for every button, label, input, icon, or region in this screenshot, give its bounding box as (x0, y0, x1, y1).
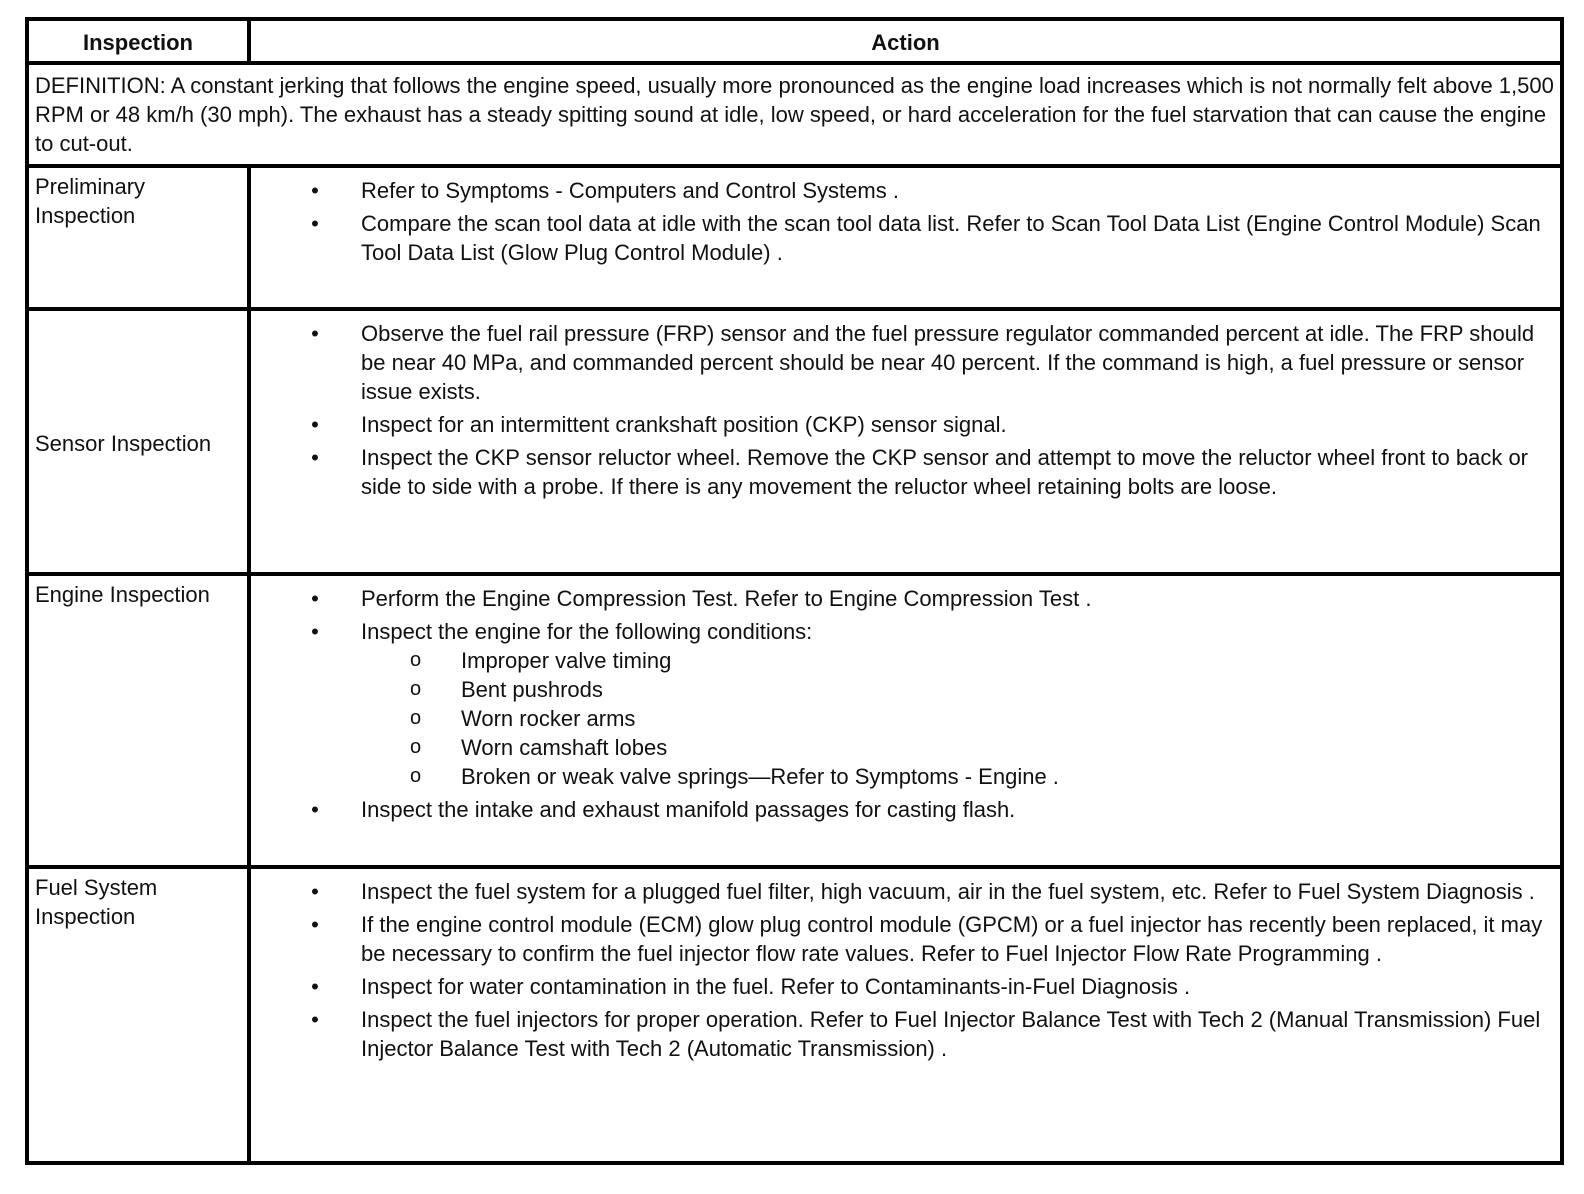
circle-bullet-icon: o (410, 649, 422, 671)
list-item-text: Inspect the engine for the following conditions: (361, 619, 813, 644)
sub-item-text: Improper valve timing (461, 648, 672, 673)
bullet-list (251, 176, 1552, 267)
list-item (29, 176, 1552, 205)
bullet-icon: • (311, 445, 319, 470)
bullet-icon: • (311, 211, 319, 236)
list-item (29, 972, 1552, 1001)
bullet-icon: • (311, 619, 319, 644)
list-item (29, 410, 1552, 439)
list-item (29, 877, 1552, 906)
bullet-icon: • (311, 321, 319, 346)
sub-item-text: Worn camshaft lobes (461, 735, 668, 760)
sub-item-text: Worn rocker arms (461, 706, 636, 731)
bullet-icon: • (311, 797, 319, 822)
sub-list-item (361, 646, 1552, 675)
row-actions-fuel-system (249, 867, 1562, 1163)
circle-bullet-icon: o (410, 678, 422, 700)
circle-bullet-icon: o (410, 707, 422, 729)
row-actions-engine (249, 574, 1562, 867)
bullet-list (251, 877, 1552, 1063)
circle-bullet-icon: o (410, 765, 422, 787)
list-item (29, 443, 1552, 501)
list-item-text: Observe the fuel rail pressure (FRP) sensor and the fuel pressure regulator commanded percent at idle. The FRP should be near 40 MPa, and commanded percent should be near 40 percent. If the command is high, a fuel pressure or sensor issue exists. (361, 321, 1535, 404)
list-item (29, 795, 1552, 824)
circle-bullet-icon: o (410, 736, 422, 758)
row-label-preliminary: Preliminary Inspection (27, 166, 249, 309)
list-item-text: Inspect for water contamination in the fuel. Refer to Contaminants-in-Fuel Diagnosis . (361, 974, 1191, 999)
bullet-icon: • (311, 178, 319, 203)
list-item-text: Inspect for an intermittent crankshaft position (CKP) sensor signal. (361, 412, 1007, 437)
list-item (29, 1005, 1552, 1063)
row-actions-preliminary (249, 166, 1562, 309)
sub-list-item (361, 675, 1552, 704)
bullet-list (251, 584, 1552, 824)
sub-item-text: Bent pushrods (461, 677, 603, 702)
list-item-text: Compare the scan tool data at idle with the scan tool data list. Refer to Scan Tool Data List (Engine Control Module) Scan Tool Data List (Glow Plug Control Module) . (361, 211, 1541, 265)
header-inspection: Inspection (27, 19, 249, 63)
bullet-icon: • (311, 1007, 319, 1032)
bullet-list (251, 319, 1552, 501)
list-item (29, 910, 1552, 968)
row-label-engine: Engine Inspection (27, 574, 249, 867)
list-item (29, 584, 1552, 613)
list-item-text: Inspect the CKP sensor reluctor wheel. Remove the CKP sensor and attempt to move the reluctor wheel front to back or side to side with a probe. If there is any movement the reluctor wheel retaining bolts are loose. (361, 445, 1528, 499)
bullet-icon: • (311, 586, 319, 611)
sub-list-item (361, 733, 1552, 762)
table-row (27, 867, 1562, 1163)
table-header-row (27, 19, 1562, 63)
list-item (29, 319, 1552, 406)
sub-list-item (361, 704, 1552, 733)
inspection-table (25, 17, 1564, 1165)
table-row (27, 309, 1562, 574)
bullet-icon: • (311, 879, 319, 904)
list-item-text: Refer to Symptoms - Computers and Control Systems . (361, 178, 899, 203)
header-action: Action (249, 19, 1562, 63)
row-actions-sensor (249, 309, 1562, 574)
table-row (27, 574, 1562, 867)
list-item-text: If the engine control module (ECM) glow plug control module (GPCM) or a fuel injector has recently been replaced, it may be necessary to confirm the fuel injector flow rate values. Refer to Fuel Injector Flow Rate Programming . (361, 912, 1543, 966)
bullet-icon: • (311, 912, 319, 937)
list-item-text: Perform the Engine Compression Test. Refer to Engine Compression Test . (361, 586, 1092, 611)
definition-text: DEFINITION: A constant jerking that follows the engine speed, usually more pronounced as the engine load increases which is not normally felt above 1,500 RPM or 48 km/h (30 mph). The exhaust has a steady spitting sound at idle, low speed, or hard acceleration for the fuel starvation that can cause the engine to cut-out. (27, 63, 1562, 166)
list-item-text: Inspect the intake and exhaust manifold passages for casting flash. (361, 797, 1016, 822)
row-label-sensor: Sensor Inspection (27, 309, 249, 574)
bullet-icon: • (311, 974, 319, 999)
list-item (29, 617, 1552, 791)
bullet-icon: • (311, 412, 319, 437)
sub-list-item (361, 762, 1552, 791)
definition-row (27, 63, 1562, 166)
list-item (29, 209, 1552, 267)
row-label-fuel-system: Fuel System Inspection (27, 867, 249, 1163)
list-item-text: Inspect the fuel injectors for proper operation. Refer to Fuel Injector Balance Test with Tech 2 (Manual Transmission) Fuel Injector Balance Test with Tech 2 (Automatic Transmission) . (361, 1007, 1541, 1061)
sub-list (361, 646, 1552, 791)
table-row (27, 166, 1562, 309)
list-item-text: Inspect the fuel system for a plugged fuel filter, high vacuum, air in the fuel system, etc. Refer to Fuel System Diagnosis . (361, 879, 1535, 904)
sub-item-text: Broken or weak valve springs—Refer to Symptoms - Engine . (461, 764, 1059, 789)
